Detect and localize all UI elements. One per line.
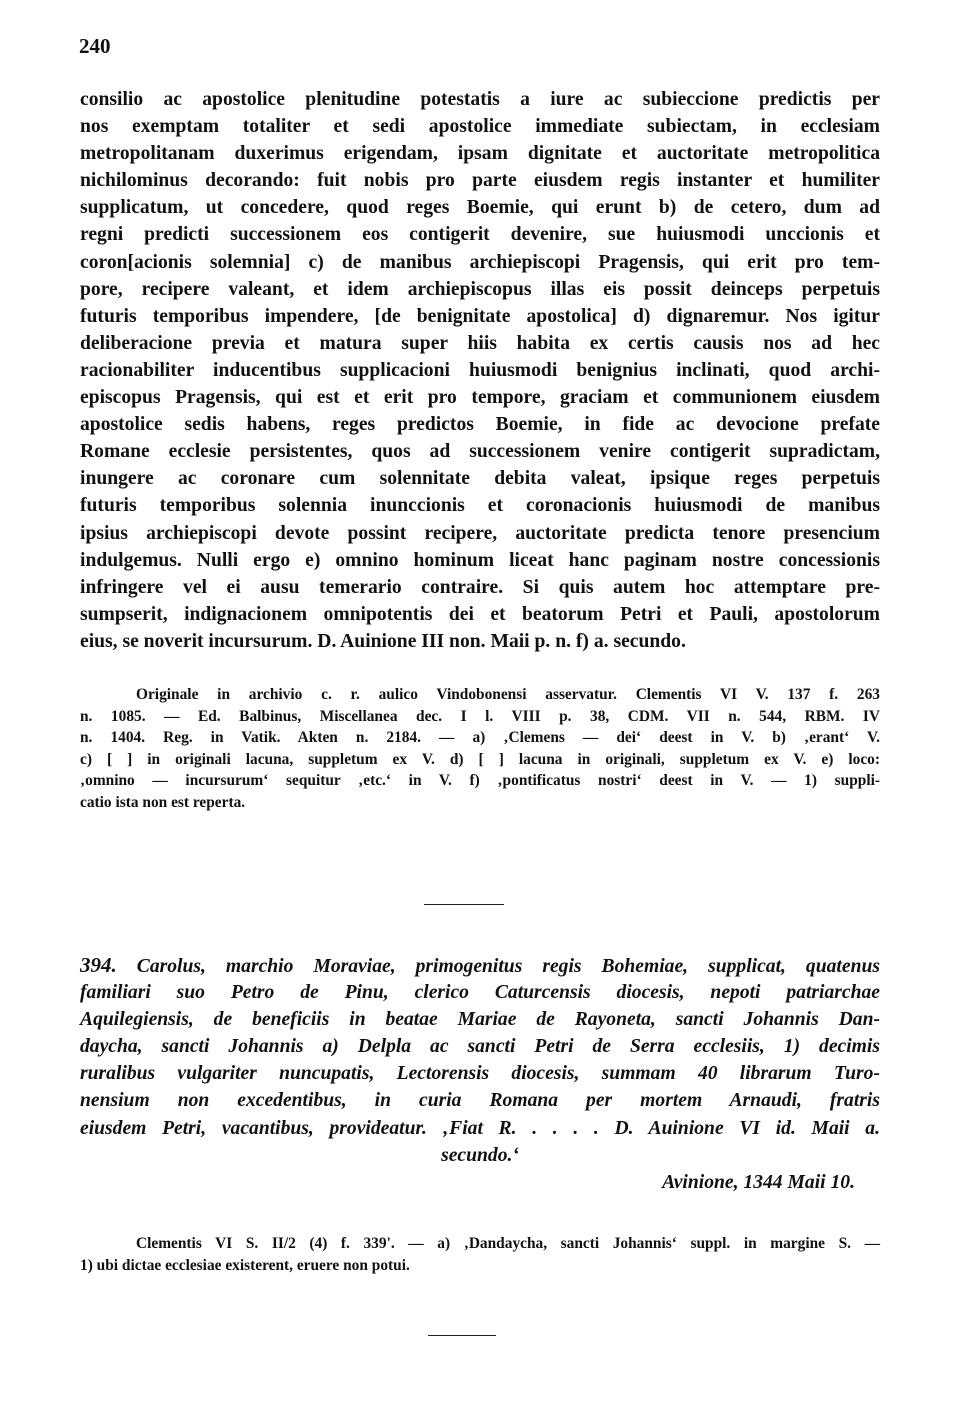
text-line: deliberacione previa et matura super hiis habita ex certis causis nos ad hec [80,332,880,354]
text-line: racionabiliter inducentibus supplicacioni huiusmodi benignius inclinati, quod archi- [80,359,880,381]
regest-date: Avinione, 1344 Maii 10. [662,1172,855,1193]
footnote-line: n. 1404. Reg. in Vatik. Akten n. 2184. — a) ‚Clemens — dei‘ deest in V. b) ‚erant‘ V. [80,729,880,747]
footnote-line: catio ista non est reperta. [80,793,246,811]
page-number: 240 [79,34,111,58]
text-line: consilio ac apostolice plenitudine potestatis a iure ac subieccione predictis per [80,89,880,110]
regest-number: 394. [80,953,117,977]
regest-394 [80,952,880,1169]
footnote-line: Originale in archivio c. r. aulico Vindobonensi asservatur. Clementis VI V. 137 f. 263 [136,686,880,703]
text-line: regni predicti successionem eos contigerit devenire, sue huiusmodi unccionis et [80,224,880,246]
regest-line: daycha, sancti Johannis a) Delpla ac sancti Petri de Serra ecclesiis, 1) decimis [80,1036,880,1058]
text-line: futuris temporibus solennia inunccionis et coronacionis huiusmodi de manibus [80,495,880,517]
text-line: pore, recipere valeant, et idem archiepiscopus illas eis possit deinceps perpetuis [80,278,880,300]
text-line: infringere vel ei ausu temerario contraire. Si quis autem hoc attemptare pre- [80,576,880,598]
footnote-line: ‚omnino — incursurum‘ sequitur ‚etc.‘ in V. f) ‚pontificatus nostri‘ deest in V. — 1) suppli- [80,772,880,790]
regest-line: familiari suo Petro de Pinu, clerico Caturcensis diocesis, nepoti patriarchae [80,982,880,1004]
footnotes-document [80,684,880,814]
regest-line: Aquilegiensis, de beneficiis in beatae Mariae de Rayoneta, sancti Johannis Dan- [80,1009,880,1031]
section-divider [424,904,504,905]
footnote-line: 1) ubi dictae ecclesiae existerent, eruere non potui. [80,1256,410,1274]
footnote-line: Clementis VI S. II/2 (4) f. 339'. — a) ‚Dandaycha, sancti Johannis‘ suppl. in margine S. — [136,1235,880,1252]
footnote-line: c) [ ] in originali lacuna, suppletum ex V. d) [ ] lacuna in originali, suppletum ex V. e) loco: [80,750,880,768]
regest-line: nensium non excedentibus, in curia Romana per mortem Arnaudi, fratris [80,1090,880,1112]
text-line: episcopus Pragensis, qui est et erit pro tempore, graciam et communionem eiusdem [80,387,880,409]
text-line: futuris temporibus impendere, [de benignitate apostolica] d) dignaremur. Nos igitur [80,305,880,327]
text-line: coron[acionis solemnia] c) de manibus archiepiscopi Pragensis, qui erit pro tem- [80,251,880,273]
regest-closing: secundo.‘ [441,1144,519,1166]
regest-line [80,952,880,979]
text-line: inungere ac coronare cum solennitate debita valeat, ipsique reges perpetuis [80,468,880,490]
text-line: metropolitanam duxerimus erigendam, ipsam dignitate et auctoritate metropolitica [80,143,880,165]
text-line: supplicatum, ut concedere, quod reges Boemie, qui erunt b) de cetero, dum ad [80,197,880,219]
text-line: nos exemptam totaliter et sedi apostolice immediate subiectam, in ecclesiam [80,116,880,138]
page-end-divider [428,1335,496,1336]
text-line: indulgemus. Nulli ergo e) omnino hominum liceat hanc paginam nostre concessionis [80,549,880,571]
main-text [80,86,880,655]
text-line: apostolice sedis habens, reges predictos Boemie, in fide ac devocione prefate [80,414,880,436]
regest-line: ruralibus vulgariter nuncupatis, Lectorensis diocesis, summam 40 librarum Turo- [80,1063,880,1085]
regest-line: eiusdem Petri, vacantibus, provideatur. ‚Fiat R. . . . . D. Auinione VI id. Maii a. [80,1117,880,1139]
footnotes-regest [80,1233,880,1276]
footnote-line: n. 1085. — Ed. Balbinus, Miscellanea dec. I l. VIII p. 38, CDM. VII n. 544, RBM. IV [80,707,880,725]
text-line: sumpserit, indignacionem omnipotentis dei et beatorum Petri et Pauli, apostolorum [80,603,880,625]
text-line: nichilominus decorando: fuit nobis pro parte eiusdem regis instanter et humiliter [80,170,880,192]
text-line: ipsius archiepiscopi devote possint recipere, auctoritate predicta tenore presencium [80,522,880,544]
regest-text: Carolus, marchio Moraviae, primogenitus regis Bohemiae, supplicat, quatenus [136,956,880,977]
text-line: eius, se noverit incursurum. D. Auinione III non. Maii p. n. f) a. secundo. [80,630,686,652]
text-line: Romane ecclesie persistentes, quos ad successionem venire contigerit supradictam, [80,441,880,463]
